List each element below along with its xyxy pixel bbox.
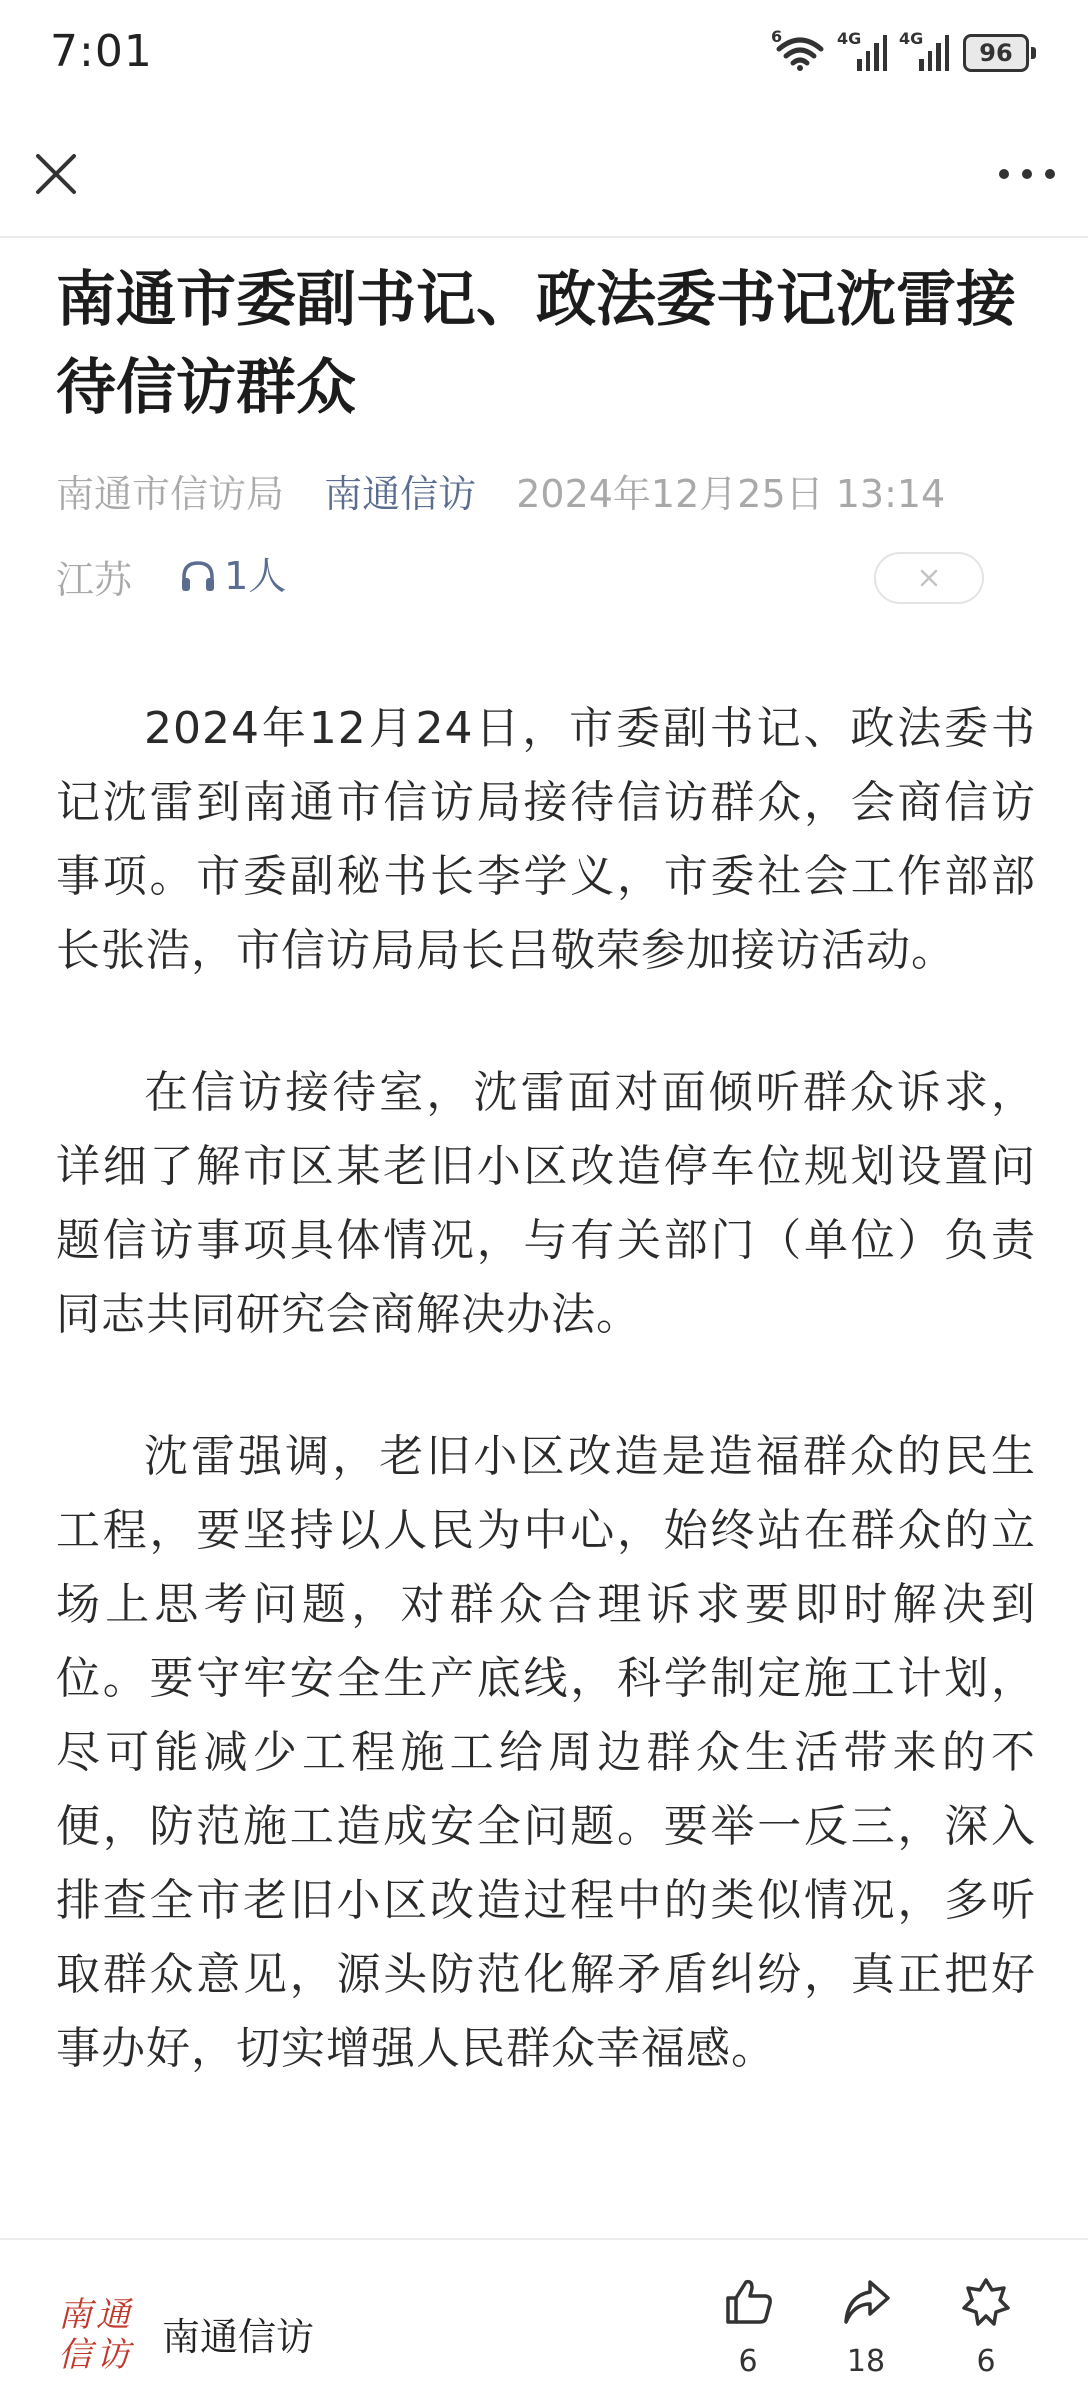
account-logo[interactable] <box>56 2290 136 2370</box>
wifi-badge: 6 <box>771 27 783 46</box>
like-button[interactable] <box>698 2276 798 2379</box>
share-icon <box>840 2276 892 2328</box>
article-paragraph: 2024年12月24日，市委副书记、政法委书记沈雷到南通市信访局接待信访群众，会商信访事项。市委副秘书长李学义，市委社会工作部部长张浩，市信访局局长吕敬荣参加接访活动。 <box>56 703 1036 976</box>
share-count: 18 <box>846 2344 886 2379</box>
signal-icon <box>899 29 949 71</box>
listen-button[interactable] <box>180 548 286 604</box>
close-icon <box>30 148 82 200</box>
top-nav <box>0 112 1088 238</box>
close-button[interactable] <box>30 148 82 200</box>
article-paragraph: 在信访接待室，沈雷面对面倾听群众诉求，详细了解市区某老旧小区改造停车位规划设置问题信访事项具体情况，与有关部门（单位）负责同志共同研究会商解决办法。 <box>56 1067 1036 1340</box>
account-link[interactable]: 南通信访 <box>324 472 477 516</box>
account-name[interactable]: 南通信访 <box>162 2315 315 2359</box>
svg-text:通: 通 <box>96 2295 130 2335</box>
signal-icon <box>837 29 887 71</box>
article-paragraph: 沈雷强调，老旧小区改造是造福群众的民生工程，要坚持以人民为中心，始终站在群众的立场上思考问题，对群众合理诉求要即时解决到位。要守牢安全生产底线，科学制定施工计划，尽可能减少工程施工给周边群众生活带来的不便，防范施工造成安全问题。要举一反三，深入排查全市老旧小区改造过程中的类似情况，多听取群众意见，源头防范化解矛盾纠纷，真正把好事办好，切实增强人民群众幸福感。 <box>56 1431 1036 2074</box>
more-icon <box>996 148 1058 200</box>
svg-text:访: 访 <box>96 2335 130 2370</box>
favorite-count: 6 <box>976 2344 996 2379</box>
share-button[interactable] <box>816 2276 916 2379</box>
article-location: 江苏 <box>56 558 133 602</box>
listener-count: 1人 <box>224 554 287 598</box>
publish-datetime: 2024年12月25日 13:14 <box>516 472 946 516</box>
article-title: 南通市委副书记、政法委书记沈雷接待信访群众 <box>56 265 1016 423</box>
article-body <box>56 692 1036 2154</box>
favorite-button[interactable] <box>936 2276 1036 2379</box>
signal-label: 4G <box>837 29 862 48</box>
article-author: 南通市信访局 <box>56 472 285 516</box>
status-time: 7:01 <box>50 26 153 77</box>
more-button[interactable] <box>996 148 1058 200</box>
battery-icon <box>963 34 1036 72</box>
status-icons <box>771 27 1036 72</box>
svg-text:信: 信 <box>58 2335 92 2370</box>
status-bar <box>0 0 1088 112</box>
article-meta-2 <box>56 548 1036 608</box>
battery-level: 96 <box>963 34 1029 72</box>
close-icon <box>917 566 941 590</box>
signal-label: 4G <box>899 29 924 48</box>
dismiss-button[interactable] <box>874 552 984 604</box>
bottom-bar <box>0 2238 1088 2402</box>
thumbs-up-icon <box>722 2276 774 2328</box>
headphones-icon <box>180 559 216 593</box>
svg-text:南: 南 <box>58 2295 92 2335</box>
star-icon <box>960 2276 1012 2328</box>
article-meta <box>56 466 1056 522</box>
wifi-icon <box>771 27 825 71</box>
like-count: 6 <box>738 2344 758 2379</box>
